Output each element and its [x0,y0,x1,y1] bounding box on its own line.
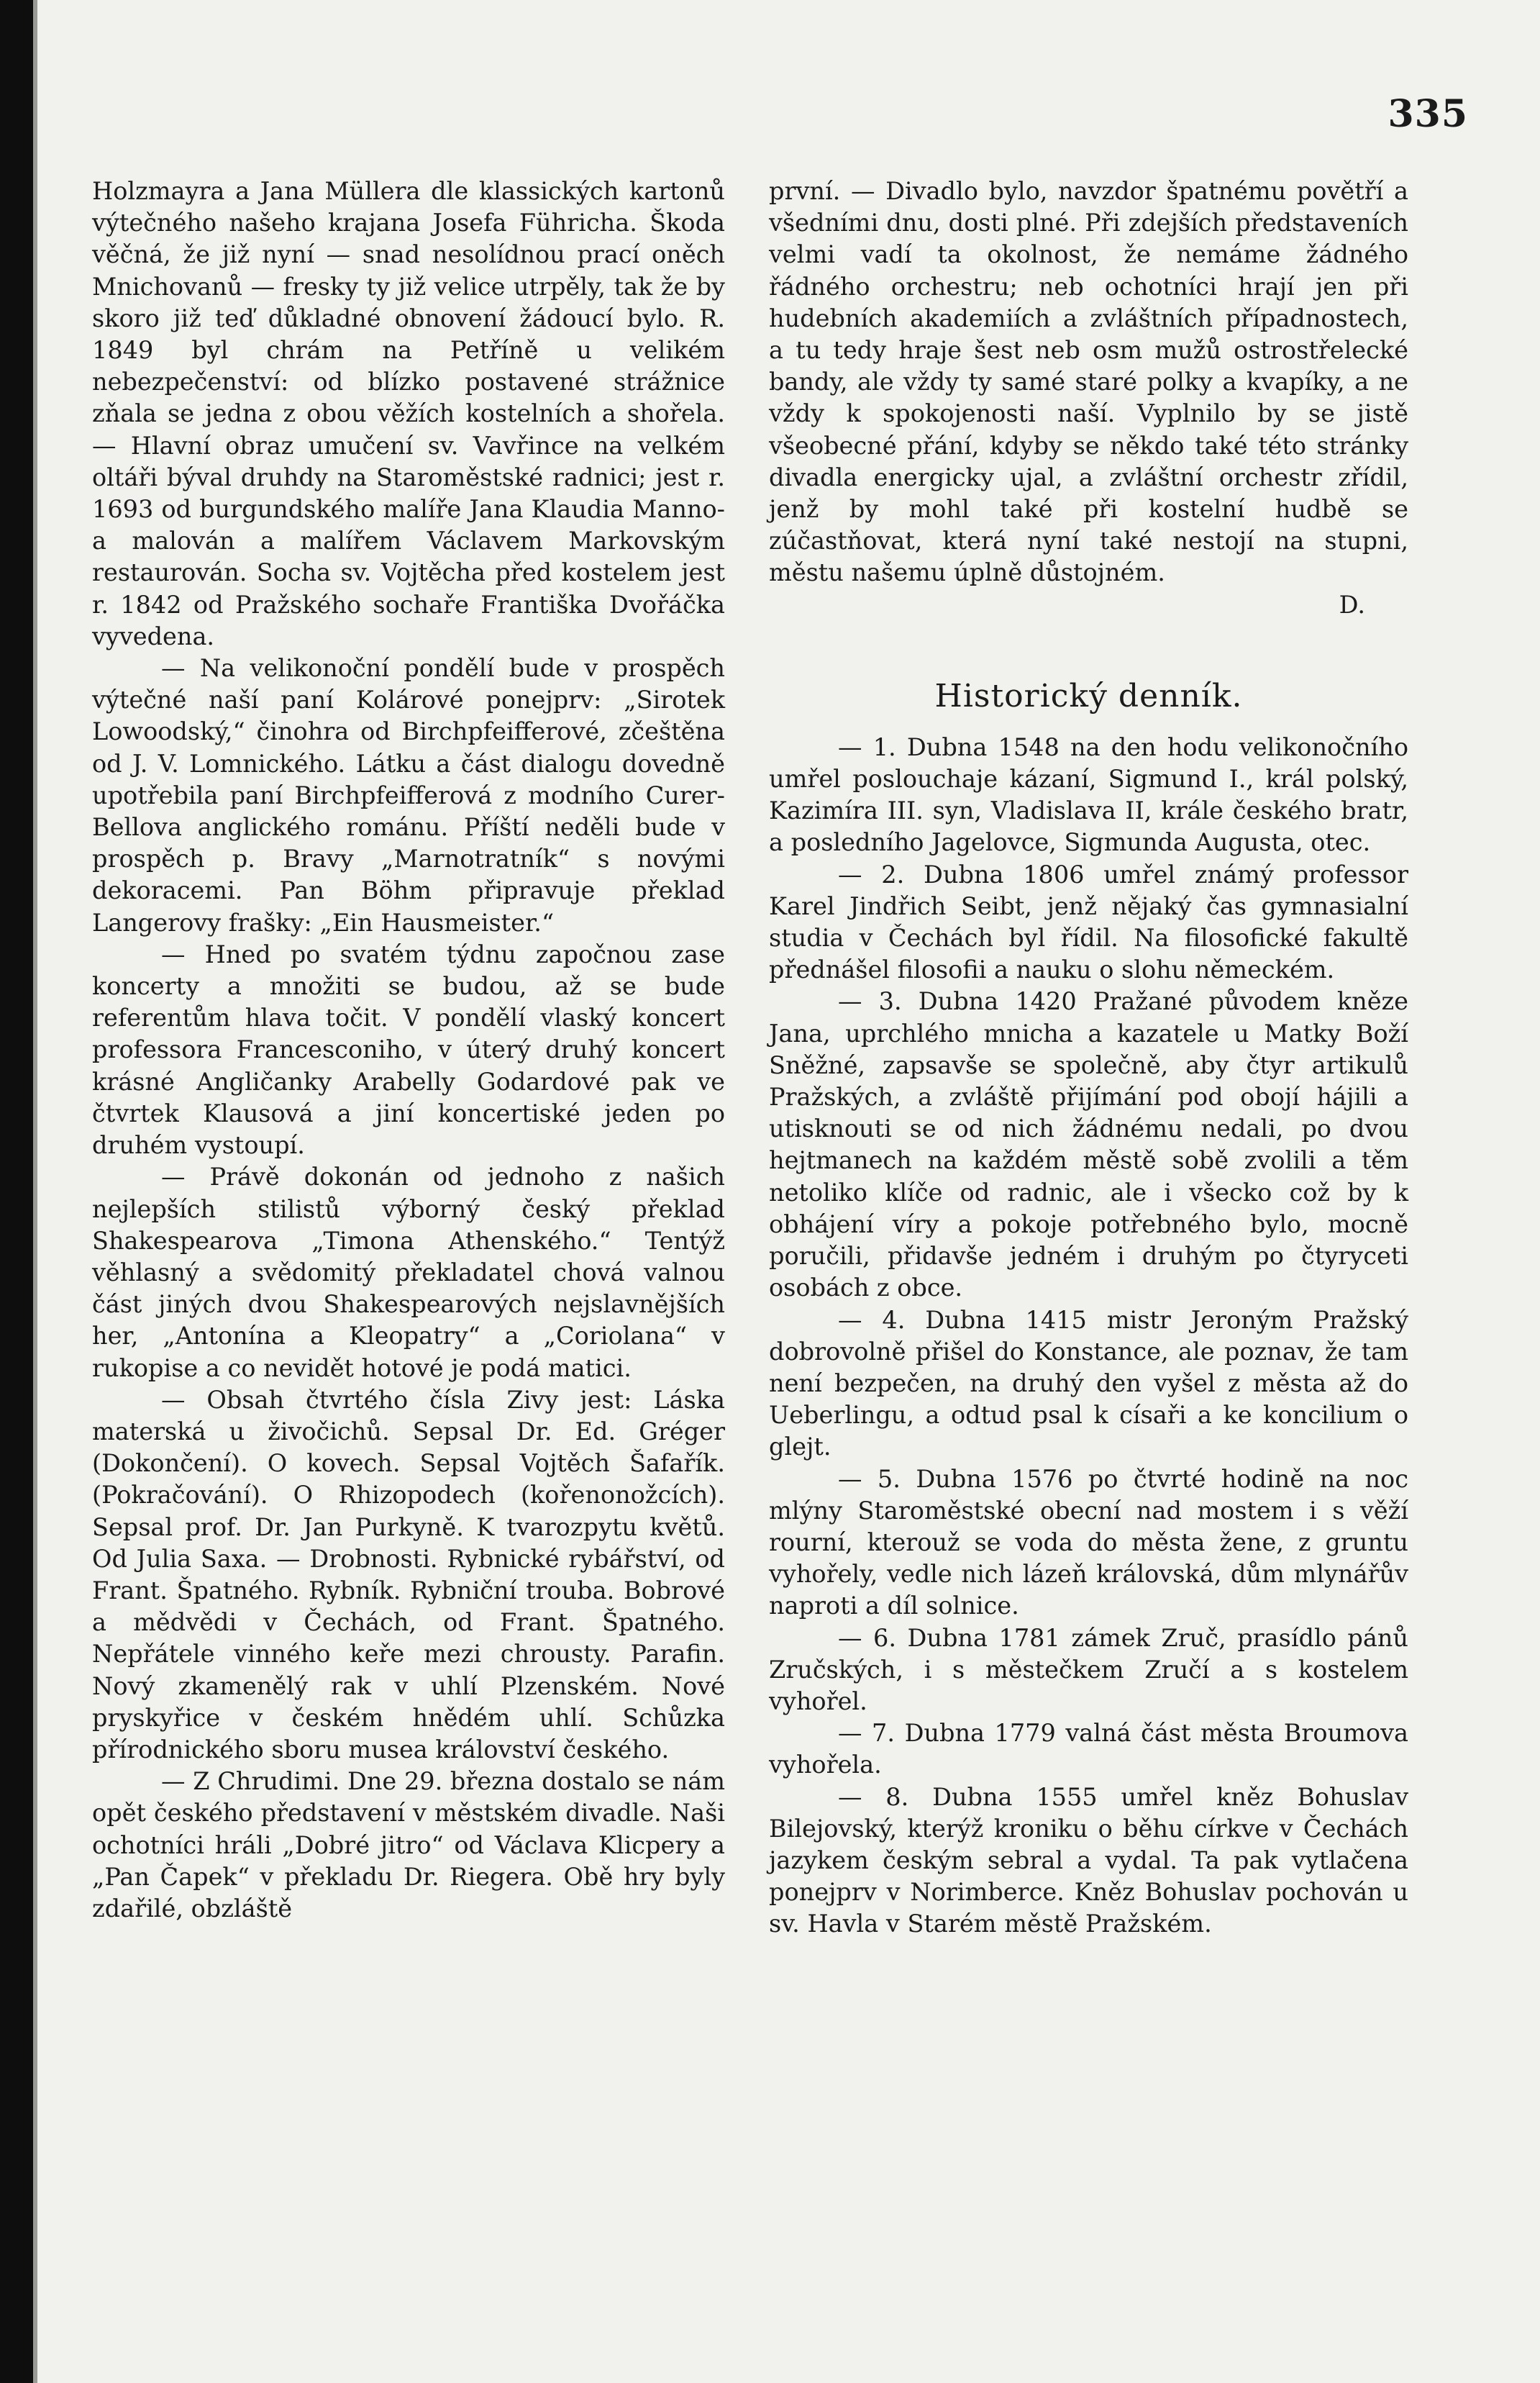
left-paragraph: Holzmayra a Jana Müllera dle klassických kartonů výtečného našeho krajana Josefa Führicha. Škoda věčná, že již nyní — snad nesolídnou prací oněch Mnichovanů — fresky ty již velice utrpěly, tak že by skoro již teď důkladné obnovení žádoucí bylo. R. 1849 byl chrám na Petříně u velikém nebezpečenství: od blízko postavené strážnice zňala se jedna z obou věžích kostelních a shořela. — Hlavní obraz umučení sv. Vavřince na velkém oltáři býval druhdy na Staroměstské radnici; jest r. 1693 od burgundského malíře Jana Klaudia Manno-a malován a malířem Václavem Markovským restaurován. Socha sv. Vojtěcha před kostelem jest r. 1842 od Pražského sochaře Františka Dvořáčka vyvedena. [92,177,725,650]
right-column [769,176,1408,1941]
left-paragraph: — Hned po svatém týdnu započnou zase koncerty a množiti se budou, až se bude referentům hlava točit. V pondělí vlaský koncert professora Francesconiho, v úterý druhý koncert krásné Angličanky Arabelly Godardové pak ve čtvrtek Klausová a jiní koncertiské jeden po druhém vystoupí. [92,940,725,1160]
chronicle-entry: — 8. Dubna 1555 umřel kněz Bohuslav Bilejovský, kterýž kroniku o běhu církve v Čechách jazykem českým sebral a vydal. Ta pak vytlačena ponejprv v Norimberce. Kněz Bohuslav pochován u sv. Havla v Starém městě Pražském. [769,1782,1408,1938]
chronicle-entry: — 7. Dubna 1779 valná část města Broumova vyhořela. [769,1719,1408,1779]
chronicle-entry: — 6. Dubna 1781 zámek Zruč, prasídlo pánů Zručských, i s městečkem Zručí a s kostelem vyhořel. [769,1623,1408,1715]
left-paragraph: — Obsah čtvrtého čísla Zivy jest: Láska materská u živočichů. Sepsal Dr. Ed. Gréger (Dokončení). O kovech. Sepsal Vojtěch Šafařík. (Pokračování). O Rhizopodech (kořenonožcích). Sepsal prof. Dr. Jan Purkyně. K tvarozpytu květů. Od Julia Saxa. — Drobnosti. Rybnické rybářství, od Frant. Špatného. Rybník. Rybniční trouba. Bobrové a mědvědi v Čechách, od Frant. Špatného. Nepřátele vinného keře mezi chrousty. Parafin. Nový zkamenělý rak v uhlí Plzenském. Nové pryskyřice v českém hnědém uhlí. Schůzka přírodnického sboru musea království českého. [92,1385,725,1764]
left-paragraph: — Právě dokonán od jednoho z našich nejlepších stilistů výborný český překlad Shakespearova „Timona Athenského.“ Tentýž věhlasný a svědomitý překladatel chová valnou část jiných dvou Shakespearových nejslavnějších her, „Antonína a Kleopatry“ a „Coriolana“ v rukopise a co nevidět hotové je podá matici. [92,1163,725,1382]
page-spine-shadow [33,0,37,2383]
chronicle-entry: — 3. Dubna 1420 Pražané původem kněze Jana, uprchlého mnicha a kazatele u Matky Boží Sněžné, zapsavše se společně, aby čtyr artikulů Pražských, a zvláště přijímání pod obojí hájili a utisknouti se od nich žádnému nedali, po dvou hejtmanech na každém městě sobě zvolili a těm netoliko klíče od radnic, ale i všecko což by k obhájení víry a pokoje potřebného bylo, mocně poručili, přidavše jedném i druhým po čtyryceti osobách z obce. [769,987,1408,1302]
chronicle-entry: — 5. Dubna 1576 po čtvrté hodině na noc mlýny Staroměstské obecní nad mostem i s věží rourní, kterouž se voda do města žene, z gruntu vyhořely, vedle nich lázeň královská, dům mlynářův naproti a díl solnice. [769,1464,1408,1620]
chronicle-entry: — 1. Dubna 1548 na den hodu velikonočního umřel poslouchaje kázaní, Sigmund I., král polský, Kazimíra III. syn, Vladislava II, krále českého bratr, a posledního Jagelovce, Sigmunda Augusta, otec. [769,732,1408,857]
scan-border-left [0,0,33,2383]
left-column [92,176,725,1925]
chronicle-entry: — 4. Dubna 1415 mistr Jeroným Pražský dobrovolně přišel do Konstance, ale poznav, že tam není bezpečen, na druhý den vyšel z města až do Ueberlingu, a odtud psal k císaři a ke koncilium o glejt. [769,1305,1408,1461]
page-number: 335 [1388,92,1468,136]
left-paragraph: — Na velikonoční pondělí bude v prospěch výtečné naší paní Kolárové ponejprv: „Sirotek Lowoodský,“ činohra od Birchpfeifferové, zčeštěna od J. V. Lomnického. Látku a část dialogu dovedně upotřebila paní Birchpfeifferová z modního Curer-Bellova anglického románu. Příští neděli bude v prospěch p. Bravy „Marnotratník“ s novými dekoracemi. Pan Böhm připravuje překlad Langerovy frašky: „Ein Hausmeister.“ [92,654,725,937]
chronicle-entry: — 2. Dubna 1806 umřel známý professor Karel Jindřich Seibt, jenž nějaký čas gymnasialní studia v Čechách byl řídil. Na filosofické fakultě přednášel filosofii a nauku o slohu německém. [769,860,1408,984]
left-paragraph: — Z Chrudimi. Dne 29. března dostalo se nám opět českého představení v městském divadle. Naši ochotníci hráli „Dobré jitro“ od Václava Klicpery a „Pan Čapek“ v překladu Dr. Riegera. Obě hry byly zdařilé, obzláště [92,1767,725,1923]
right-intro-paragraph: první. — Divadlo bylo, navzdor špatnému povětří a všedními dnu, dosti plné. Při zdejších představeních velmi vadí ta okolnost, že nemáme žádného řádného orchestru; neb ochotníci hrají jen při hudebních akademiích a zvláštních případnostech, a tu tedy hraje šest neb osm mužů ostrostřelecké bandy, ale vždy ty samé staré polky a kvapíky, a ne vždy k spokojenosti naší. Vyplnilo by se jistě všeobecné přání, kdyby se někdo také této stránky divadla energicky ujal, a zvláštní orchestr zřídil, jenž by mohl také při kostelní hudbě se zúčastňovat, která nyní také nestojí na stupni, městu našemu úplně důstojném. [769,177,1408,587]
section-title: Historický denník. [934,677,1243,714]
author-signature: D. [1339,590,1365,619]
